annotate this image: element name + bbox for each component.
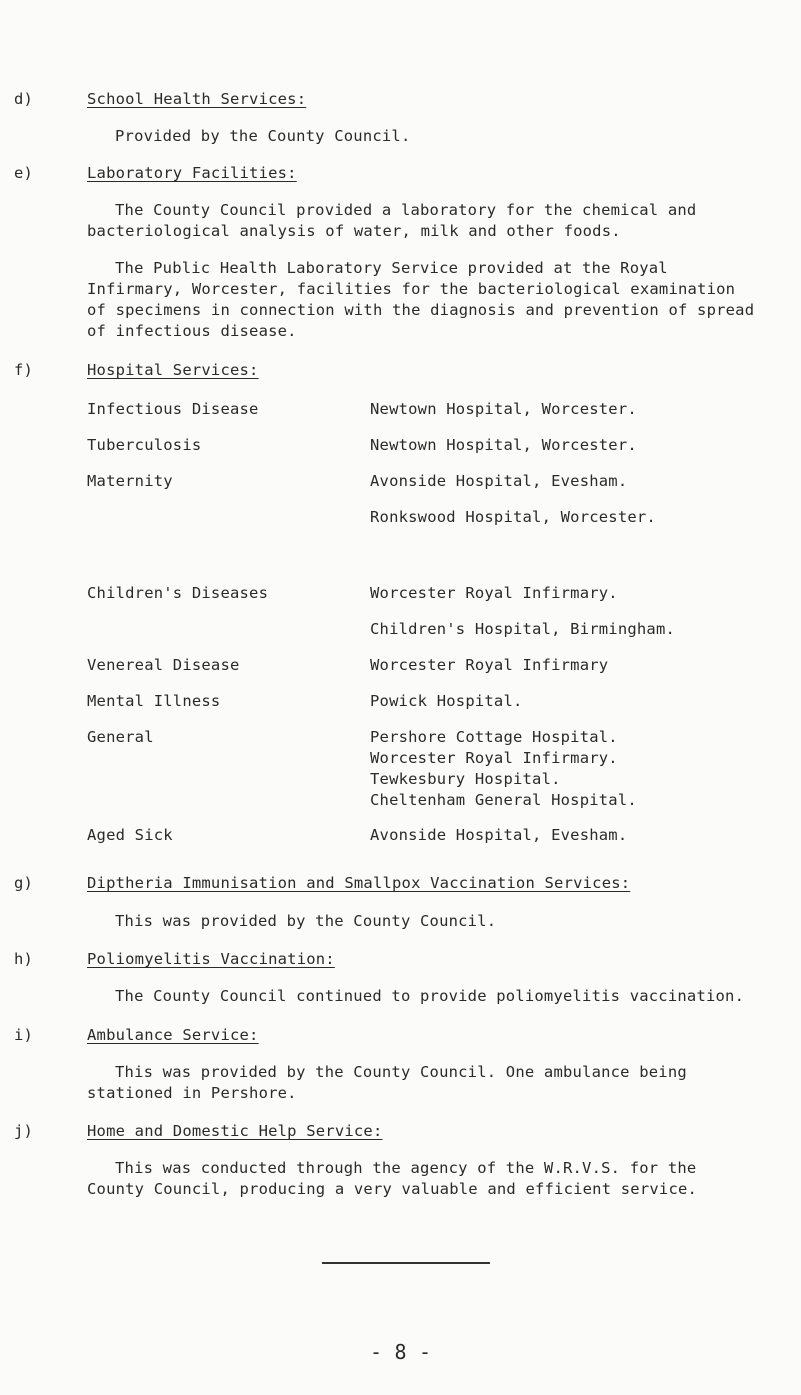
section-label-g: g) — [14, 874, 34, 892]
hospital-name: Worcester Royal Infirmary. — [370, 584, 618, 602]
section-label-d: d) — [14, 90, 34, 108]
section-text: The County Council continued to provide poliomyelitis vaccination. — [115, 987, 745, 1005]
section-heading-home-help: Home and Domestic Help Service: — [87, 1122, 383, 1140]
section-text: This was provided by the County Council. — [115, 912, 497, 930]
paragraph-line: County Council, producing a very valuable and efficient service. — [87, 1180, 698, 1198]
page-number: - 8 - — [370, 1340, 432, 1364]
hospital-category: Venereal Disease — [87, 656, 240, 674]
divider-rule — [322, 1262, 490, 1264]
paragraph-line: stationed in Pershore. — [87, 1084, 297, 1102]
hospital-category: Infectious Disease — [87, 400, 259, 418]
paragraph-line: The County Council provided a laboratory for the chemical and — [115, 201, 697, 219]
section-label-h: h) — [14, 950, 34, 968]
hospital-category: Maternity — [87, 472, 173, 490]
hospital-category: General — [87, 728, 154, 746]
paragraph-line: bacteriological analysis of water, milk and other foods. — [87, 222, 621, 240]
section-heading-hospital: Hospital Services: — [87, 361, 259, 379]
section-label-i: i) — [14, 1026, 34, 1044]
hospital-name: Ronkswood Hospital, Worcester. — [370, 508, 656, 526]
paragraph-line: This was conducted through the agency of the W.R.V.S. for the — [115, 1159, 697, 1177]
paragraph-line: of specimens in connection with the diagnosis and prevention of spread — [87, 301, 755, 319]
hospital-name: Powick Hospital. — [370, 692, 523, 710]
section-heading-ambulance: Ambulance Service: — [87, 1026, 259, 1044]
section-label-j: j) — [14, 1122, 34, 1140]
hospital-name: Avonside Hospital, Evesham. — [370, 826, 628, 844]
hospital-category: Mental Illness — [87, 692, 221, 710]
hospital-category: Tuberculosis — [87, 436, 202, 454]
paragraph-line: Infirmary, Worcester, facilities for the bacteriological examination — [87, 280, 736, 298]
hospital-name: Newtown Hospital, Worcester. — [370, 400, 637, 418]
hospital-name: Tewkesbury Hospital. — [370, 770, 561, 788]
section-label-f: f) — [14, 361, 34, 379]
hospital-name: Worcester Royal Infirmary — [370, 656, 609, 674]
paragraph-line: of infectious disease. — [87, 322, 297, 340]
hospital-category: Aged Sick — [87, 826, 173, 844]
section-label-e: e) — [14, 164, 34, 182]
hospital-name: Newtown Hospital, Worcester. — [370, 436, 637, 454]
paragraph-line: The Public Health Laboratory Service provided at the Royal — [115, 259, 668, 277]
hospital-name: Children's Hospital, Birmingham. — [370, 620, 676, 638]
hospital-name: Pershore Cottage Hospital. — [370, 728, 618, 746]
section-heading-poliomyelitis: Poliomyelitis Vaccination: — [87, 950, 335, 968]
hospital-name: Worcester Royal Infirmary. — [370, 749, 618, 767]
section-heading-immunisation: Diptheria Immunisation and Smallpox Vaccination Services: — [87, 874, 631, 892]
paragraph-line: This was provided by the County Council. One ambulance being — [115, 1063, 687, 1081]
section-text: Provided by the County Council. — [115, 127, 411, 145]
hospital-name: Avonside Hospital, Evesham. — [370, 472, 628, 490]
hospital-name: Cheltenham General Hospital. — [370, 791, 637, 809]
hospital-category: Children's Diseases — [87, 584, 269, 602]
section-heading-school-health: School Health Services: — [87, 90, 307, 108]
section-heading-laboratory: Laboratory Facilities: — [87, 164, 297, 182]
